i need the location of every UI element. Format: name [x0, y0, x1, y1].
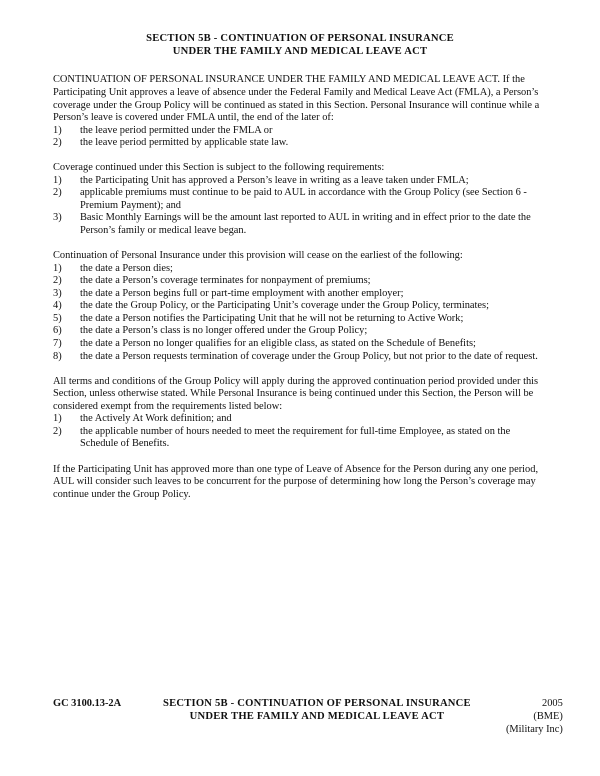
list-item-text: the date a Person dies;	[80, 262, 173, 274]
list-item	[53, 426, 547, 451]
footer-title	[163, 698, 471, 724]
list-marker: 2)	[53, 275, 62, 287]
footer-form-number: GC 3100.13-2A	[53, 698, 122, 709]
list-marker: 1)	[53, 124, 62, 136]
terms-section	[53, 376, 547, 451]
closing-paragraph: If the Participating Unit has approved more than one type of Leave of Absence for the Person during any one period, AUL will consider such leaves to be concurrent for the purpose of determining how long the Person’s coverage may continue under the Group Policy.	[53, 463, 539, 500]
document-content	[53, 32, 547, 501]
list-item	[53, 351, 547, 364]
cease-section	[53, 250, 547, 363]
list-marker: 1)	[53, 413, 62, 425]
list-item	[53, 275, 547, 288]
list-marker: 1)	[53, 174, 62, 186]
list-item-text: the applicable number of hours needed to meet the requirement for full-time Employee, as stated on the Schedule of Benefits.	[80, 425, 511, 450]
footer-meta	[471, 698, 563, 736]
page-title-line-1: SECTION 5B - CONTINUATION OF PERSONAL INSURANCE	[146, 33, 454, 44]
list-item	[53, 338, 547, 351]
requirements-section	[53, 162, 547, 237]
list-marker: 6)	[53, 325, 62, 337]
list-item-text: the date a Person’s coverage terminates for nonpayment of premiums;	[80, 275, 371, 287]
footer-year: 2005	[542, 698, 563, 709]
list-item	[53, 263, 547, 276]
list-marker: 3)	[53, 287, 62, 299]
list-marker: 2)	[53, 425, 62, 437]
list-item-text: the Participating Unit has approved a Person’s leave in writing as a leave taken under FMLA;	[80, 174, 469, 186]
closing-section	[53, 464, 547, 502]
intro-section	[53, 74, 547, 149]
terms-lead: All terms and conditions of the Group Policy will apply during the approved continuation period provided under this Section, unless otherwise stated. While Personal Insurance is being continued under this Section, the Person will be considered exempt from the requirements listed below:	[53, 375, 539, 412]
footer-title-line-2: UNDER THE FAMILY AND MEDICAL LEAVE ACT	[189, 710, 445, 722]
page-footer	[53, 698, 563, 736]
page-title-line-2: UNDER THE FAMILY AND MEDICAL LEAVE ACT	[172, 46, 428, 58]
list-item-text: the leave period permitted by applicable state law.	[80, 137, 289, 149]
page-title	[53, 32, 547, 58]
list-marker: 2)	[53, 137, 62, 149]
list-item	[53, 325, 547, 338]
cease-list	[53, 263, 547, 363]
list-item-text: the date the Group Policy, or the Participating Unit’s coverage under the Group Policy, terminates;	[80, 300, 489, 312]
intro-paragraph: CONTINUATION OF PERSONAL INSURANCE UNDER THE FAMILY AND MEDICAL LEAVE ACT. If the Participating Unit approves a leave of absence under the Federal Family and Medical Leave Act (FMLA), a Person’s coverage under the Group Policy will be continued as stated in this Section. Personal Insurance will continue while a Person’s leave is covered under FMLA until, the end of the later of:	[53, 74, 540, 124]
list-item	[53, 175, 547, 188]
terms-list	[53, 413, 547, 451]
requirements-list	[53, 175, 547, 238]
list-item-text: the leave period permitted under the FMLA or	[80, 124, 273, 136]
list-item-text: the Actively At Work definition; and	[80, 413, 232, 425]
footer-code: (BME)	[533, 710, 563, 722]
footer-title-line-1: SECTION 5B - CONTINUATION OF PERSONAL INSURANCE	[163, 698, 471, 709]
list-item	[53, 187, 547, 212]
list-marker: 8)	[53, 350, 62, 362]
list-item-text: the date a Person notifies the Participating Unit that he will not be returning to Active Work;	[80, 312, 464, 324]
cease-lead: Continuation of Personal Insurance under this provision will cease on the earliest of the following:	[53, 250, 463, 262]
list-marker: 5)	[53, 312, 62, 324]
list-item	[53, 313, 547, 326]
list-item-text: Basic Monthly Earnings will be the amount last reported to AUL in writing and in effect prior to the date the Person’s family or medical leave began.	[80, 212, 531, 237]
list-item	[53, 212, 547, 237]
list-item-text: the date a Person no longer qualifies for an eligible class, as stated on the Schedule of Benefits;	[80, 337, 476, 349]
list-marker: 2)	[53, 187, 62, 199]
list-marker: 1)	[53, 262, 62, 274]
requirements-lead: Coverage continued under this Section is subject to the following requirements:	[53, 162, 385, 174]
list-marker: 7)	[53, 337, 62, 349]
list-item	[53, 288, 547, 301]
list-item	[53, 413, 547, 426]
footer-variant: (Military Inc)	[505, 723, 563, 735]
list-item-text: the date a Person begins full or part-time employment with another employer;	[80, 287, 404, 299]
list-item	[53, 125, 547, 138]
list-item	[53, 300, 547, 313]
list-item-text: the date a Person requests termination of coverage under the Group Policy, but not prior to the date of request.	[80, 350, 538, 362]
list-marker: 3)	[53, 212, 62, 224]
list-item-text: applicable premiums must continue to be paid to AUL in accordance with the Group Policy (see Section 6 - Premium Payment); and	[80, 187, 527, 211]
list-marker: 4)	[53, 300, 62, 312]
intro-list	[53, 125, 547, 150]
list-item-text: the date a Person’s class is no longer offered under the Group Policy;	[80, 325, 368, 337]
list-item	[53, 137, 547, 150]
